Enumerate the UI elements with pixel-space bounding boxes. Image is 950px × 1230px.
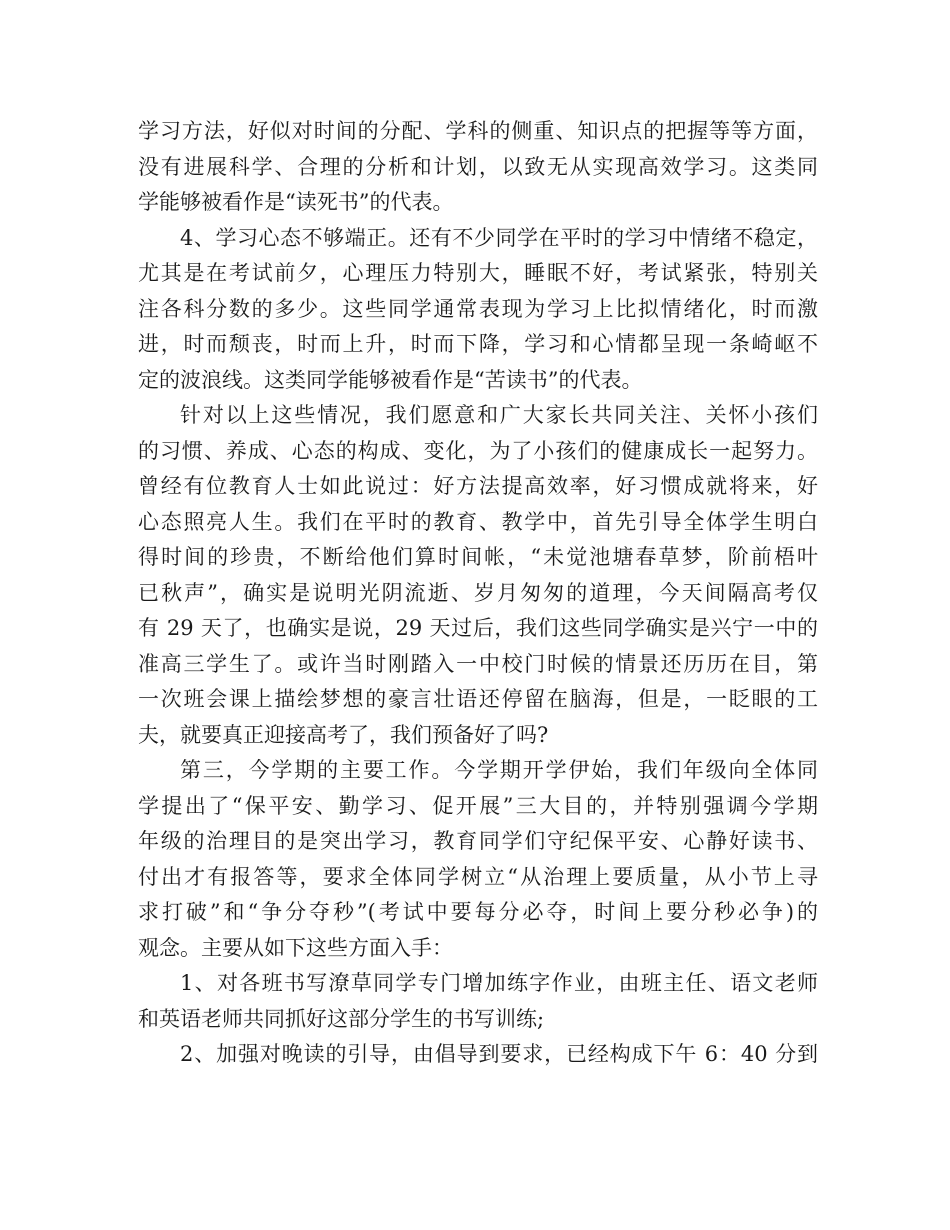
text-line: 的习惯、养成、心态的构成、变化，为了小孩们的健康成长一起努力。 bbox=[138, 438, 818, 463]
body-text bbox=[138, 114, 818, 1073]
text-line: 学习方法，好似对时间的分配、学科的侧重、知识点的把握等等方面， bbox=[138, 119, 818, 143]
text-line: 有 29 天了，也确实是说，29 天过后，我们这些同学确实是兴宁一中的 bbox=[138, 616, 818, 640]
text-line: 准高三学生了。或许当时刚踏入一中校门时候的情景还历历在目，第 bbox=[138, 651, 818, 676]
text-line: 针对以上这些情况，我们愿意和广大家长共同关注、关怀小孩们 bbox=[180, 403, 818, 427]
text-line: 进，时而颓丧，时而上升，时而下降，学习和心情都呈现一条崎岖不 bbox=[138, 332, 818, 356]
text-line: 学提出了“保平安、勤学习、促开展”三大目的，并特别强调今学期 bbox=[138, 793, 818, 818]
text-line: 已秋声”，确实是说明光阴流逝、岁月匆匆的道理，今天间隔高考仅 bbox=[138, 580, 818, 605]
text-line: 4、学习心态不够端正。还有不少同学在平时的学习中情绪不稳定， bbox=[180, 225, 818, 250]
text-line: 心态照亮人生。我们在平时的教育、教学中，首先引导全体学生明白 bbox=[138, 509, 818, 534]
text-line: 没有进展科学、合理的分析和计划，以致无从实现高效学习。这类同 bbox=[138, 154, 818, 179]
text-line: 求打破”和“争分夺秒”(考试中要每分必夺，时间上要分秒必争)的 bbox=[138, 900, 818, 924]
text-line: 定的波浪线。这类同学能够被看作是“苦读书”的代表。 bbox=[138, 367, 643, 392]
text-line: 尤其是在考试前夕，心理压力特别大，睡眠不好，考试紧张，特别关 bbox=[138, 261, 818, 285]
text-line: 第三，今学期的主要工作。今学期开学伊始，我们年级向全体同 bbox=[180, 758, 818, 782]
text-line: 2、加强对晚读的引导，由倡导到要求，已经构成下午 6：40 分到 bbox=[180, 1042, 818, 1066]
text-line: 一次班会课上描绘梦想的豪言壮语还停留在脑海，但是，一眨眼的工 bbox=[138, 687, 818, 711]
text-line: 和英语老师共同抓好这部分学生的书写训练; bbox=[138, 1006, 545, 1031]
text-line: 得时间的珍贵，不断给他们算时间帐，“未觉池塘春草梦，阶前梧叶 bbox=[138, 545, 818, 569]
text-line: 观念。主要从如下这些方面入手： bbox=[138, 935, 453, 960]
text-line: 1、对各班书写潦草同学专门增加练字作业，由班主任、语文老师 bbox=[180, 971, 818, 995]
text-line: 付出才有报答等，要求全体同学树立“从治理上要质量，从小节上寻 bbox=[138, 864, 818, 889]
text-line: 夫，就要真正迎接高考了，我们预备好了吗? bbox=[138, 722, 549, 747]
text-line: 注各科分数的多少。这些同学通常表现为学习上比拟情绪化，时而激 bbox=[138, 296, 818, 321]
text-line: 曾经有位教育人士如此说过：好方法提高效率，好习惯成就将来，好 bbox=[138, 474, 818, 498]
text-line: 年级的治理目的是突出学习，教育同学们守纪保平安、心静好读书、 bbox=[138, 829, 818, 853]
text-line: 学能够被看作是“读死书”的代表。 bbox=[138, 190, 454, 214]
